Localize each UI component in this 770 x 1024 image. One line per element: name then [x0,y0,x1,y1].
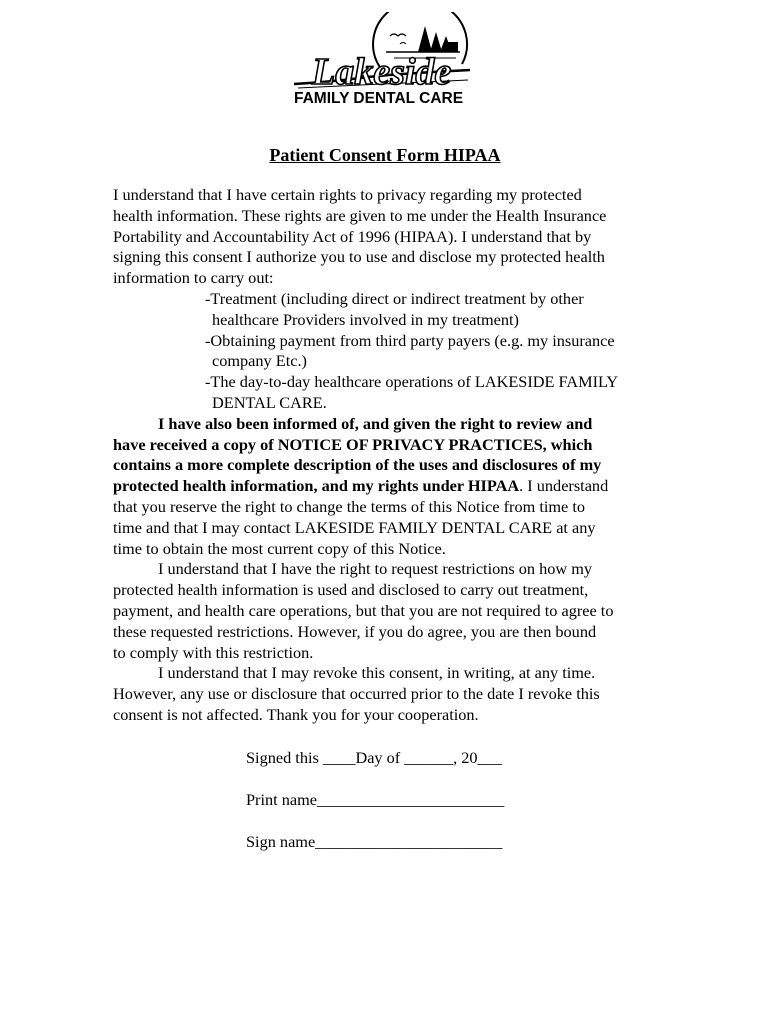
text-line: health information. These rights are given to me under the Health Insurance [113,205,607,225]
list-item-continued: company Etc.) [212,351,307,371]
text-line: information to carry out: [113,268,274,288]
uses-list [113,289,659,414]
text-line: consent is not affected. Thank you for your cooperation. [113,704,479,724]
print-name-line[interactable]: Print name_______________________ [246,790,505,809]
paragraph-restrictions [113,559,659,663]
list-item: -Treatment (including direct or indirect treatment by other [205,288,584,308]
lakeside-logo [290,12,475,107]
paragraph-revoke [113,663,659,725]
text-line: Portability and Accountability Act of 1996 (HIPAA). I understand that by [113,226,592,246]
text-line: that you reserve the right to change the terms of this Notice from time to [113,496,586,516]
tree-icon [418,26,458,52]
text-line: I understand that I may revoke this consent, in writing, at any time. [158,663,596,683]
paragraph-privacy-notice [113,414,659,560]
bold-text-line: I have also been informed of, and given the right to review and [158,413,593,433]
text-fragment: . I understand [519,476,609,496]
page-title: Patient Consent Form HIPAA [269,145,501,165]
text-line: I understand that I have the right to request restrictions on how my [158,559,593,579]
text-line: However, any use or disclosure that occurred prior to the date I revoke this [113,684,600,704]
signature-block [246,747,504,873]
sign-name-line[interactable]: Sign name_______________________ [246,832,503,851]
consent-body [113,185,659,726]
list-item-continued: DENTAL CARE. [212,392,327,412]
text-line: these requested restrictions. However, if you do agree, you are then bound [113,621,597,641]
text-line: time to obtain the most current copy of this Notice. [113,538,446,558]
text-line: protected health information is used and disclosed to carry out treatment, [113,580,589,600]
bold-text-line: have received a copy of NOTICE OF PRIVACY PRACTICES, which [113,434,593,454]
text-line: time and that I may contact LAKESIDE FAMILY DENTAL CARE at any [113,517,596,537]
bold-text-line: contains a more complete description of the uses and disclosures of my [113,455,602,475]
list-item-continued: healthcare Providers involved in my treatment) [212,309,519,329]
text-line: I understand that I have certain rights to privacy regarding my protected [113,185,582,204]
text-line: signing this consent I authorize you to use and disclose my protected health [113,247,605,267]
bold-text-line: protected health information, and my rights under HIPAA [113,476,520,496]
logo-script-name: Lakeside [312,51,452,93]
list-item: -The day-to-day healthcare operations of LAKESIDE FAMILY [205,372,619,392]
paragraph-rights [113,185,659,289]
logo-subtitle: FAMILY DENTAL CARE [294,90,464,107]
text-line: payment, and health care operations, but that you are not required to agree to [113,600,614,620]
text-line: to comply with this restriction. [113,642,314,662]
signed-date-line[interactable]: Signed this ____Day of ______, 20___ [246,748,502,767]
list-item: -Obtaining payment from third party payers (e.g. my insurance [205,330,615,350]
